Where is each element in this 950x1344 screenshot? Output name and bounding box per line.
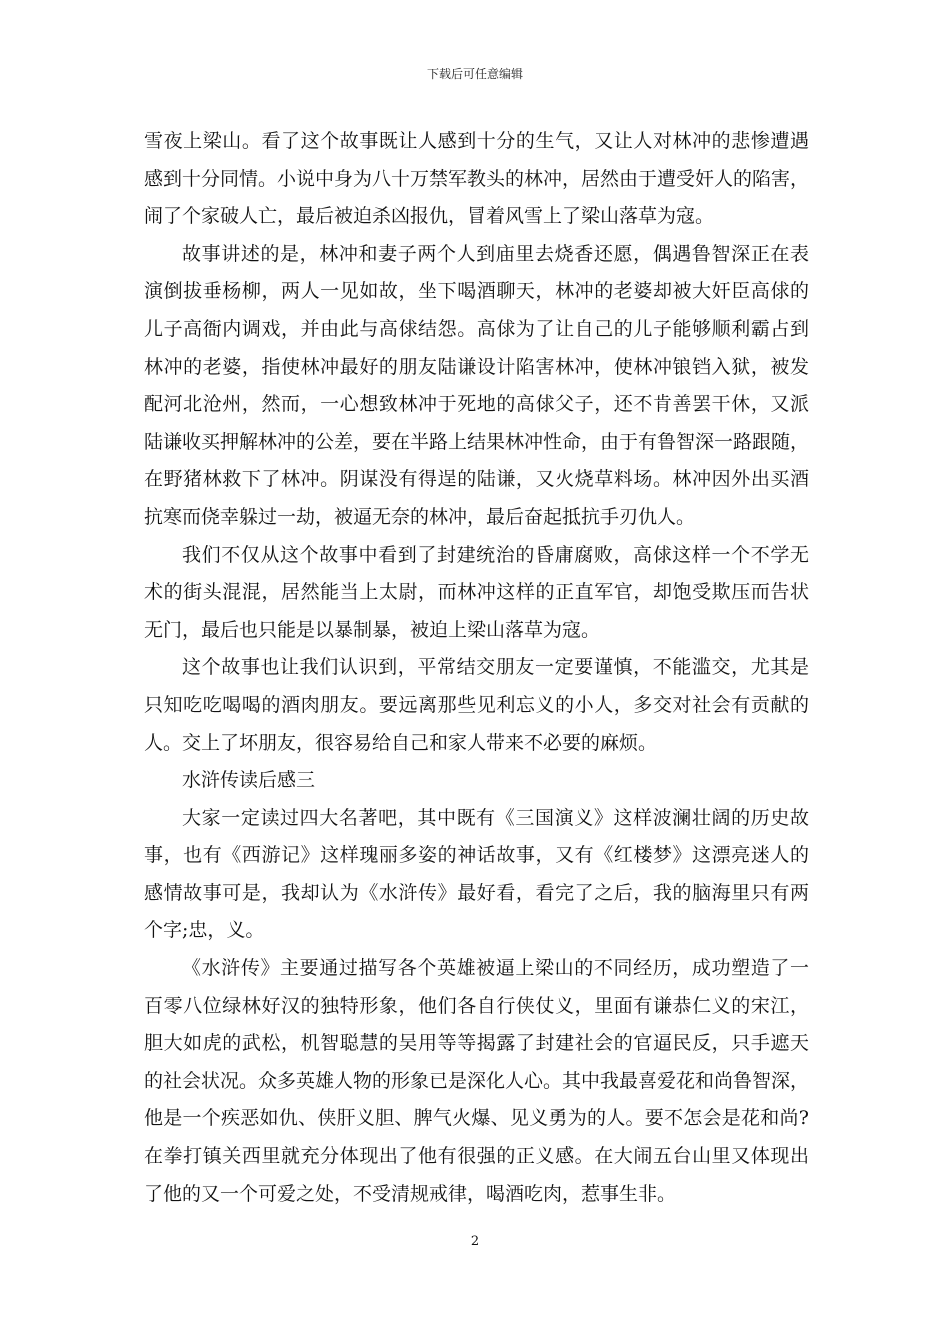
text-line: 配河北沧州，然而，一心想致林冲于死地的高俅父子，还不肯善罢干休，又派: [144, 393, 809, 416]
text-line: 抗寒而侥幸躲过一劫，被逼无奈的林冲，最后奋起抵抗手刃仇人。: [144, 505, 696, 528]
text-line: 儿子高衙内调戏，并由此与高俅结怨。高俅为了让自己的儿子能够顺利霸占到: [144, 317, 809, 340]
text-line: 胆大如虎的武松，机智聪慧的吴用等等揭露了封建社会的官逼民反，只手遮天: [144, 1032, 809, 1055]
text-line: 陆谦收买押解林冲的公差，要在半路上结果林冲性命，由于有鲁智深一路跟随，: [144, 430, 810, 453]
text-line: 林冲的老婆，指使林冲最好的朋友陆谦设计陷害林冲，使林冲锒铛入狱，被发: [144, 355, 809, 378]
text-line: 《水浒传》主要通过描写各个英雄被逼上梁山的不同经历，成功塑造了一: [182, 957, 809, 980]
text-line: 事，也有《西游记》这样瑰丽多姿的神话故事，又有《红楼梦》这漂亮迷人的: [144, 844, 809, 867]
text-line: 他是一个疾恶如仇、侠肝义胆、脾气火爆、见义勇为的人。要不怎会是花和尚?: [144, 1107, 809, 1130]
text-line: 大家一定读过四大名著吧，其中既有《三国演义》这样波澜壮阔的历史故: [182, 806, 809, 829]
text-line: 感到十分同情。小说中身为八十万禁军教头的林冲，居然由于遭受奸人的陷害，: [144, 167, 810, 190]
text-line: 雪夜上梁山。看了这个故事既让人感到十分的生气，又让人对林冲的悲惨遭遇: [144, 130, 809, 152]
text-line: 这个故事也让我们认识到，平常结交朋友一定要谨慎，不能滥交，尤其是: [182, 656, 809, 679]
text-line: 在拳打镇关西里就充分体现出了他有很强的正义感。在大闹五台山里又体现出: [144, 1145, 809, 1168]
text-line: 术的街头混混，居然能当上太尉，而林冲这样的正直军官，却饱受欺压而告状: [144, 581, 809, 604]
text-line: 了他的又一个可爱之处，不受清规戒律，喝酒吃肉，惹事生非。: [144, 1182, 677, 1205]
page-header: 下载后可任意编辑: [426, 67, 523, 81]
text-line: 感情故事可是，我却认为《水浒传》最好看，看完了之后，我的脑海里只有两: [144, 881, 809, 904]
page-number: 2: [470, 1234, 480, 1249]
text-line: 百零八位绿林好汉的独特形象，他们各自行侠仗义，里面有谦恭仁义的宋江，: [144, 994, 809, 1017]
text-line: 的社会状况。众多英雄人物的形象已是深化人心。其中我最喜爱花和尚鲁智深，: [144, 1069, 810, 1092]
text-line: 人。交上了坏朋友，很容易给自己和家人带来不必要的麻烦。: [144, 731, 658, 754]
text-line: 只知吃吃喝喝的酒肉朋友。要远离那些见利忘义的小人，多交对社会有贡献的: [144, 693, 809, 716]
document-body: [144, 123, 809, 1213]
text-line: 故事讲述的是，林冲和妻子两个人到庙里去烧香还愿，偶遇鲁智深正在表: [182, 242, 809, 265]
text-line: 无门，最后也只能是以暴制暴，被迫上梁山落草为寇。: [144, 618, 601, 641]
text-line: 演倒拔垂杨柳，两人一见如故，坐下喝酒聊天，林冲的老婆却被大奸臣高俅的: [144, 280, 809, 303]
text-line: 个字;忠，义。: [144, 919, 265, 942]
section-heading: 水浒传读后感三: [182, 769, 316, 792]
text-line: 在野猪林救下了林冲。阴谋没有得逞的陆谦，又火烧草料场。林冲因外出买酒: [144, 468, 809, 491]
text-line: 闹了个家破人亡，最后被迫杀凶报仇，冒着风雪上了梁山落草为寇。: [144, 205, 715, 228]
text-line: 我们不仅从这个故事中看到了封建统治的昏庸腐败，高俅这样一个不学无: [182, 543, 809, 566]
